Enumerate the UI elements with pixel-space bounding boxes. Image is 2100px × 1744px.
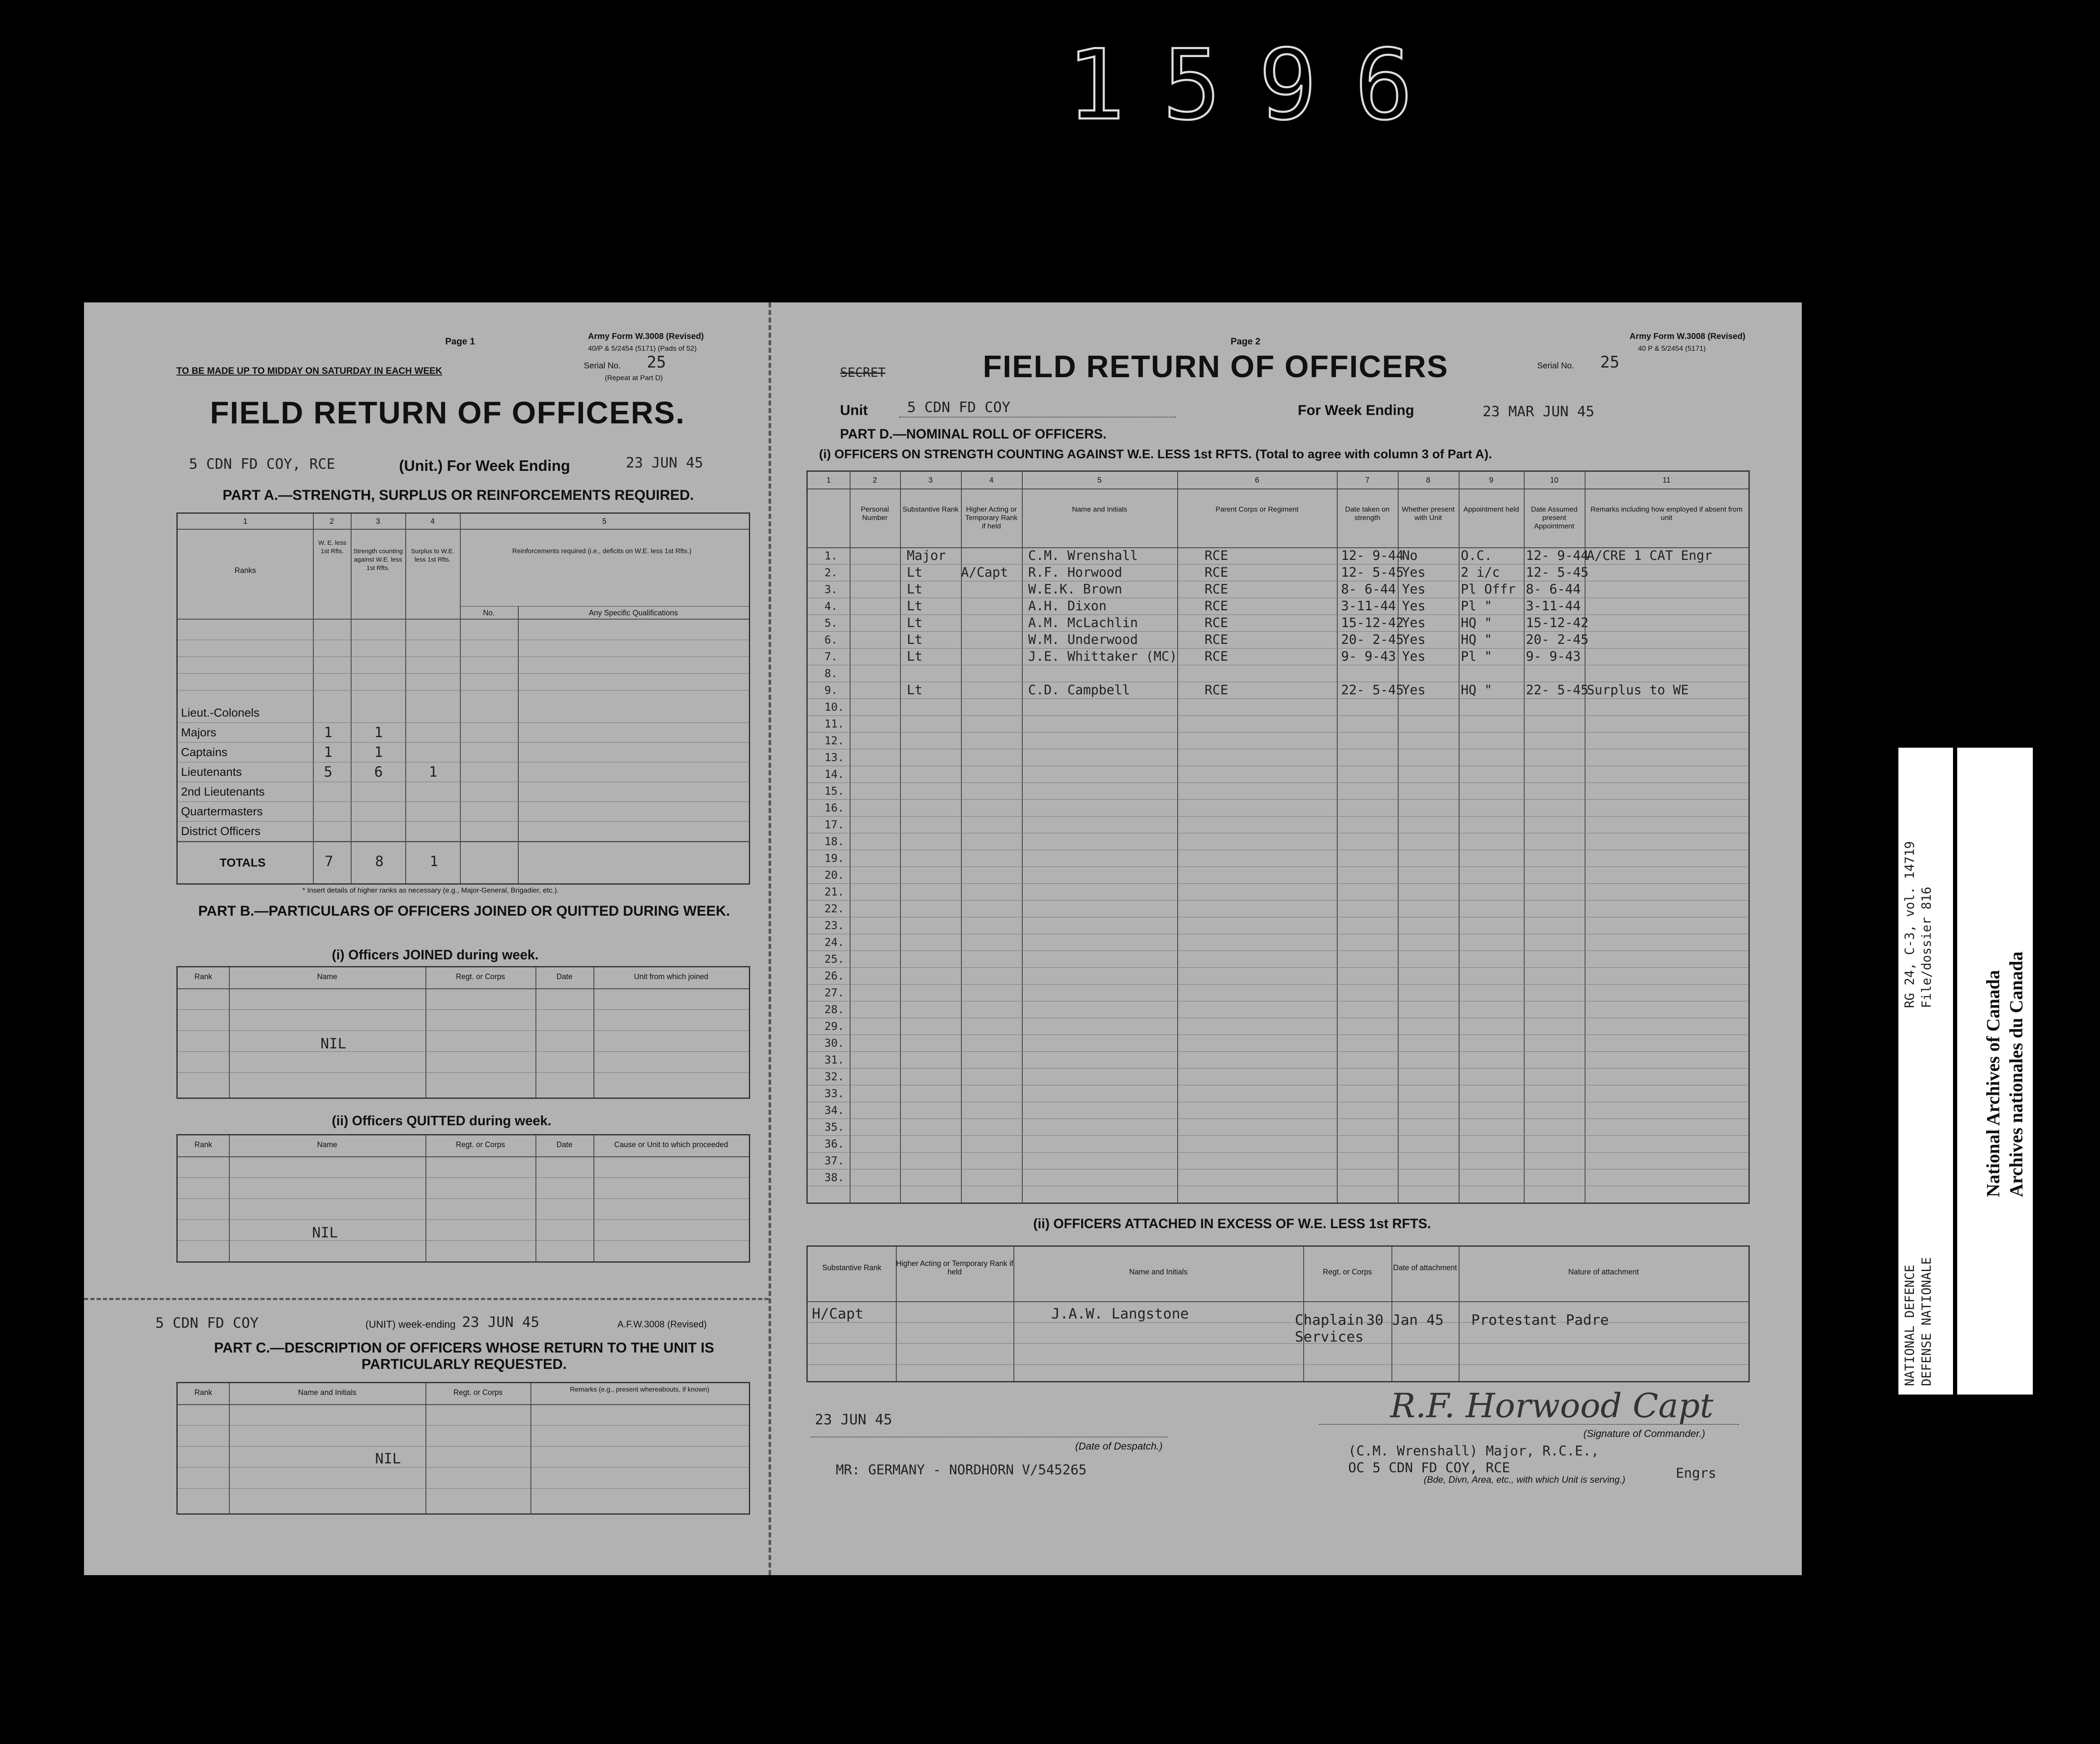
quitted-cause-header: Cause or Unit to which proceeded bbox=[614, 1140, 728, 1149]
roll-assumed: 20- 2-45 bbox=[1526, 632, 1589, 647]
roll-corps: RCE bbox=[1205, 599, 1228, 614]
part-c-rank-header: Rank bbox=[194, 1388, 213, 1397]
part-a-we-value: 1 bbox=[324, 744, 333, 761]
row-number: 18. bbox=[824, 835, 844, 848]
row-number: 19. bbox=[824, 852, 844, 865]
archive-dept-fr: DEFENSE NATIONALE bbox=[1919, 1257, 1934, 1386]
roll-corps: RCE bbox=[1205, 632, 1228, 647]
total-we: 7 bbox=[325, 853, 333, 870]
row-number: 6. bbox=[824, 634, 838, 646]
joined-name-header: Name bbox=[317, 972, 337, 981]
serial-value: 25 bbox=[647, 353, 666, 371]
roll-appt: Pl Offr bbox=[1461, 582, 1516, 597]
roll-present: Yes bbox=[1402, 599, 1425, 614]
part-d-title: PART D.—NOMINAL ROLL OF OFFICERS. bbox=[840, 426, 1107, 441]
archive-reference-strip bbox=[1898, 748, 1953, 1395]
week-value: 23 MAR JUN 45 bbox=[1483, 403, 1595, 420]
roll-rank: Lt bbox=[907, 632, 923, 647]
row-number: 4. bbox=[824, 600, 838, 613]
att-date: 30 Jan 45 bbox=[1366, 1312, 1444, 1329]
row-number: 11. bbox=[824, 718, 844, 730]
rank-label: District Officers bbox=[181, 825, 261, 838]
row-number: 10. bbox=[824, 701, 844, 714]
serial-note: (Repeat at Part D) bbox=[605, 374, 663, 382]
roll-corps: RCE bbox=[1205, 683, 1228, 698]
roll-appt: HQ " bbox=[1461, 615, 1492, 630]
roll-name: C.D. Campbell bbox=[1028, 683, 1130, 698]
quals-header: Any Specific Qualifications bbox=[588, 609, 678, 617]
row-number: 30. bbox=[824, 1037, 844, 1050]
roll-corps: RCE bbox=[1205, 649, 1228, 664]
col-header: Date Assumed present Appointment bbox=[1531, 505, 1578, 530]
tear-line bbox=[84, 1298, 769, 1300]
unit-value: 5 CDN FD COY bbox=[907, 399, 1011, 416]
att-rank-header: Substantive Rank bbox=[822, 1263, 882, 1272]
part-a-we-value: 1 bbox=[324, 724, 333, 741]
rank-label: Lieutenants bbox=[181, 765, 242, 778]
rank-label: Quartermasters bbox=[181, 805, 263, 818]
part-c-form: A.F.W.3008 (Revised) bbox=[617, 1319, 707, 1329]
page-label: Page 1 bbox=[445, 336, 475, 347]
roll-rank: Lt bbox=[907, 565, 923, 580]
nominal-roll-table bbox=[806, 470, 1750, 1204]
roll-assumed: 22- 5-45 bbox=[1526, 683, 1589, 698]
att-date-header: Date of attachment bbox=[1393, 1263, 1457, 1272]
roll-present: Yes bbox=[1402, 632, 1425, 647]
col-number: 1 bbox=[826, 476, 831, 484]
col-header: Substantive Rank bbox=[902, 505, 959, 513]
col-number: 10 bbox=[1550, 476, 1559, 484]
row-number: 28. bbox=[824, 1003, 844, 1016]
row-number: 17. bbox=[824, 819, 844, 831]
week-ending-value: 23 JUN 45 bbox=[626, 454, 704, 471]
total-strength: 8 bbox=[375, 853, 384, 870]
row-number: 23. bbox=[824, 919, 844, 932]
archive-ref-1: RG 24, C-3, vol. 14719 bbox=[1903, 841, 1917, 1008]
roll-name: J.E. Whittaker (MC) bbox=[1028, 649, 1177, 664]
col-number: 8 bbox=[1426, 476, 1431, 484]
row-number: 24. bbox=[824, 936, 844, 949]
quitted-corps-header: Regt. or Corps bbox=[456, 1140, 505, 1149]
roll-date: 15-12-42 bbox=[1341, 615, 1404, 630]
roll-present: Yes bbox=[1402, 649, 1425, 664]
col-header: Whether present with Unit bbox=[1402, 505, 1455, 522]
roll-acting: A/Capt bbox=[961, 565, 1008, 580]
roll-date: 20- 2-45 bbox=[1341, 632, 1404, 647]
att-name-header: Name and Initials bbox=[1129, 1268, 1188, 1276]
unit-label: (Unit.) For Week Ending bbox=[399, 457, 570, 474]
row-number: 29. bbox=[824, 1020, 844, 1033]
commander-name: (C.M. Wrenshall) Major, R.C.E., bbox=[1348, 1443, 1599, 1459]
roll-corps: RCE bbox=[1205, 615, 1228, 630]
part-c-week: 23 JUN 45 bbox=[462, 1314, 540, 1331]
col-number: 6 bbox=[1255, 476, 1259, 484]
roll-appt: 2 i/c bbox=[1461, 565, 1500, 580]
row-number: 8. bbox=[824, 667, 838, 680]
rank-label: Lieut.-Colonels bbox=[181, 706, 260, 719]
row-number: 38. bbox=[824, 1171, 844, 1184]
part-a-table: 1 2 3 4 5 Ranks W. E. less 1st Rfts. Strength counting against W.E. less 1st Rfts. Surplus to W.E. less 1st Rfts. Reinforcements required (i.e., deficits on W.E. less 1st Rfts.) No. Any Specific Qualifications Lieut.-Colonels Majors 1 1 Captains 1 1 Lieutenants 5 6 1 2nd Lieutenants Quartermasters District Officers TOTALS 7 8 1 bbox=[176, 512, 750, 885]
roll-name: W.M. Underwood bbox=[1028, 632, 1138, 647]
rank-label: Captains bbox=[181, 746, 228, 759]
roll-appt: Pl " bbox=[1461, 599, 1492, 614]
roll-date: 22- 5-45 bbox=[1341, 683, 1404, 698]
serial-label: Serial No. bbox=[1537, 361, 1574, 370]
col-number: 7 bbox=[1365, 476, 1370, 484]
row-number: 13. bbox=[824, 751, 844, 764]
roll-rank: Lt bbox=[907, 599, 923, 614]
joined-date-header: Date bbox=[556, 972, 573, 981]
unit-typed: 5 CDN FD COY, RCE bbox=[189, 456, 335, 473]
form-ref: 40 P & 5/2454 (5171) bbox=[1638, 344, 1706, 352]
roll-rank: Lt bbox=[907, 615, 923, 630]
page-2 bbox=[773, 302, 1802, 1575]
roll-present: Yes bbox=[1402, 582, 1425, 597]
row-number: 9. bbox=[824, 684, 838, 697]
roll-assumed: 12- 9-44 bbox=[1526, 548, 1589, 563]
instruction: TO BE MADE UP TO MIDDAY ON SATURDAY IN EACH WEEK bbox=[176, 365, 442, 376]
row-number: 1. bbox=[824, 550, 838, 562]
joined-table bbox=[176, 966, 750, 1099]
serial-label: Serial No. bbox=[584, 361, 621, 370]
total-surplus: 1 bbox=[430, 853, 438, 870]
week-label: For Week Ending bbox=[1298, 402, 1415, 418]
roll-name: W.E.K. Brown bbox=[1028, 582, 1122, 597]
page-1 bbox=[84, 302, 769, 1575]
row-number: 5. bbox=[824, 617, 838, 630]
part-a-sur-value: 1 bbox=[429, 764, 438, 780]
archive-name-en: National Archives of Canada bbox=[1983, 970, 2003, 1197]
page-title: FIELD RETURN OF OFFICERS bbox=[983, 349, 1449, 384]
col-number: 2 bbox=[872, 476, 877, 484]
quitted-table bbox=[176, 1134, 750, 1263]
att-corps-header: Regt. or Corps bbox=[1323, 1268, 1372, 1276]
roll-present: Yes bbox=[1402, 683, 1425, 698]
row-number: 21. bbox=[824, 886, 844, 898]
col-header: Name and Initials bbox=[1072, 505, 1127, 513]
roll-rank: Major bbox=[907, 548, 946, 563]
page-title: FIELD RETURN OF OFFICERS. bbox=[210, 395, 685, 430]
commander-unit: OC 5 CDN FD COY, RCE bbox=[1348, 1460, 1510, 1476]
row-number: 7. bbox=[824, 651, 838, 663]
col-number: 9 bbox=[1489, 476, 1494, 484]
roll-corps: RCE bbox=[1205, 565, 1228, 580]
joined-unit-header: Unit from which joined bbox=[634, 972, 709, 981]
att-acting-header: Higher Acting or Temporary Rank if held bbox=[896, 1259, 1013, 1276]
roll-assumed: 3-11-44 bbox=[1526, 599, 1581, 614]
part-a-str-value: 1 bbox=[374, 724, 383, 741]
we-header: W. E. less 1st Rfts. bbox=[318, 539, 346, 555]
joined-nil: NIL bbox=[320, 1035, 346, 1052]
row-number: 31. bbox=[824, 1054, 844, 1066]
roll-name: R.F. Horwood bbox=[1028, 565, 1122, 580]
col-number: 5 bbox=[1097, 476, 1102, 484]
quitted-name-header: Name bbox=[317, 1140, 337, 1149]
col-header: Appointment held bbox=[1463, 505, 1519, 513]
part-c-title: PART C.—DESCRIPTION OF OFFICERS WHOSE RETURN TO THE UNIT IS PARTICULARLY REQUESTED. bbox=[214, 1340, 714, 1372]
commander-unit-extra: Engrs bbox=[1676, 1465, 1717, 1481]
att-nature-header: Nature of attachment bbox=[1568, 1268, 1639, 1276]
row-number: 14. bbox=[824, 768, 844, 781]
quitted-nil: NIL bbox=[312, 1224, 338, 1241]
secret-stamp: SECRET bbox=[840, 365, 886, 380]
roll-date: 3-11-44 bbox=[1341, 599, 1396, 614]
roll-date: 8- 6-44 bbox=[1341, 582, 1396, 597]
rank-label: 2nd Lieutenants bbox=[181, 785, 265, 798]
roll-appt: O.C. bbox=[1461, 548, 1492, 563]
roll-name: A.H. Dixon bbox=[1028, 599, 1107, 614]
att-nature: Protestant Padre bbox=[1471, 1312, 1609, 1329]
no-header: No. bbox=[483, 609, 495, 617]
roll-rank: Lt bbox=[907, 683, 923, 698]
roll-remarks: A/CRE 1 CAT Engr bbox=[1587, 548, 1712, 563]
bde-label: (Bde, Divn, Area, etc., with which Unit is serving.) bbox=[1424, 1474, 1625, 1485]
part-a-str-value: 6 bbox=[374, 764, 383, 780]
part-c-name-header: Name and Initials bbox=[298, 1388, 357, 1397]
unit-label: Unit bbox=[840, 402, 868, 418]
roll-appt: HQ " bbox=[1461, 683, 1492, 698]
attached-title: (ii) OFFICERS ATTACHED IN EXCESS OF W.E. LESS 1st RFTS. bbox=[1033, 1216, 1431, 1231]
roll-appt: Pl " bbox=[1461, 649, 1492, 664]
roll-present: Yes bbox=[1402, 615, 1425, 630]
despatch-label: (Date of Despatch.) bbox=[1075, 1441, 1163, 1452]
part-c-corps-header: Regt. or Corps bbox=[453, 1388, 503, 1397]
row-number: 26. bbox=[824, 970, 844, 982]
roll-assumed: 8- 6-44 bbox=[1526, 582, 1581, 597]
archive-name-strip bbox=[1957, 748, 2033, 1395]
strength-header: Strength counting against W.E. less 1st Rfts. bbox=[353, 548, 403, 572]
roll-remarks: Surplus to WE bbox=[1587, 683, 1689, 698]
roll-appt: HQ " bbox=[1461, 632, 1492, 647]
quitted-rank-header: Rank bbox=[194, 1140, 213, 1149]
col-header: Parent Corps or Regiment bbox=[1215, 505, 1299, 513]
part-c-nil: NIL bbox=[375, 1450, 401, 1467]
totals-label: TOTALS bbox=[220, 856, 266, 869]
despatch-date: 23 JUN 45 bbox=[815, 1411, 892, 1428]
att-corps-2: Services bbox=[1295, 1329, 1364, 1345]
row-number: 12. bbox=[824, 735, 844, 747]
part-a-title: PART A.—STRENGTH, SURPLUS OR REINFORCEMENTS REQUIRED. bbox=[223, 487, 694, 503]
roll-corps: RCE bbox=[1205, 548, 1228, 563]
part-a-str-value: 1 bbox=[374, 744, 383, 761]
quitted-title: (ii) Officers QUITTED during week. bbox=[332, 1113, 551, 1128]
roll-name: C.M. Wrenshall bbox=[1028, 548, 1138, 563]
frame-number: 1596 bbox=[1067, 29, 1451, 142]
row-number: 35. bbox=[824, 1121, 844, 1134]
reinf-header: Reinforcements required (i.e., deficits on W.E. less 1st Rfts.) bbox=[512, 548, 692, 555]
serial-value: 25 bbox=[1600, 353, 1620, 371]
row-number: 16. bbox=[824, 802, 844, 814]
roll-corps: RCE bbox=[1205, 582, 1228, 597]
col-number: 3 bbox=[928, 476, 933, 484]
army-form-label: Army Form W.3008 (Revised) bbox=[1630, 332, 1746, 341]
roll-rank: Lt bbox=[907, 582, 923, 597]
document-sheet bbox=[84, 302, 1802, 1575]
part-c-unit-label: (UNIT) week-ending bbox=[365, 1319, 456, 1330]
surplus-header: Surplus to W.E. less 1st Rfts. bbox=[411, 548, 454, 563]
att-corps-1: Chaplain bbox=[1295, 1312, 1364, 1329]
col-header: Remarks including how employed if absent from unit bbox=[1591, 505, 1743, 522]
row-number: 3. bbox=[824, 583, 838, 596]
roll-assumed: 9- 9-43 bbox=[1526, 649, 1581, 664]
army-form-label: Army Form W.3008 (Revised) bbox=[588, 332, 704, 341]
part-a-note: * Insert details of higher ranks as necessary (e.g., Major-General, Brigadier, etc.). bbox=[302, 886, 559, 894]
roll-name: A.M. McLachlin bbox=[1028, 615, 1138, 630]
att-name: J.A.W. Langstone bbox=[1051, 1305, 1189, 1322]
quitted-date-header: Date bbox=[556, 1140, 573, 1149]
roll-present: No bbox=[1402, 548, 1418, 563]
col-header: Personal Number bbox=[861, 505, 889, 522]
col-number: 11 bbox=[1662, 476, 1671, 484]
roll-date: 9- 9-43 bbox=[1341, 649, 1396, 664]
sig-label: (Signature of Commander.) bbox=[1583, 1428, 1705, 1439]
commander-signature: R.F. Horwood Capt bbox=[1390, 1386, 1714, 1425]
rank-label: Majors bbox=[181, 726, 217, 739]
part-b-title: PART B.—PARTICULARS OF OFFICERS JOINED OR QUITTED DURING WEEK. bbox=[198, 903, 730, 919]
attached-table bbox=[806, 1245, 1750, 1382]
joined-rank-header: Rank bbox=[194, 972, 213, 981]
row-number: 37. bbox=[824, 1155, 844, 1167]
row-number: 34. bbox=[824, 1104, 844, 1117]
row-number: 27. bbox=[824, 987, 844, 999]
part-a-we-value: 5 bbox=[324, 764, 333, 780]
roll-date: 12- 9-44 bbox=[1341, 548, 1404, 563]
row-number: 33. bbox=[824, 1087, 844, 1100]
col-header: Higher Acting or Temporary Rank if held bbox=[965, 505, 1018, 530]
row-number: 15. bbox=[824, 785, 844, 798]
roll-assumed: 12- 5-45 bbox=[1526, 565, 1589, 580]
roll-date: 12- 5-45 bbox=[1341, 565, 1404, 580]
col-header: Date taken on strength bbox=[1345, 505, 1390, 522]
att-rank: H/Capt bbox=[812, 1305, 864, 1322]
col-number: 4 bbox=[989, 476, 994, 484]
row-number: 32. bbox=[824, 1071, 844, 1083]
ranks-header: Ranks bbox=[234, 566, 256, 575]
row-number: 22. bbox=[824, 903, 844, 915]
form-ref: 40/P & 5/2454 (5171) (Pads of 52) bbox=[588, 344, 697, 352]
archive-dept-en: NATIONAL DEFENCE bbox=[1903, 1265, 1917, 1386]
part-d-subtitle: (i) OFFICERS ON STRENGTH COUNTING AGAINST W.E. LESS 1st RFTS. (Total to agree with column 3 of Part A). bbox=[819, 447, 1492, 461]
roll-assumed: 15-12-42 bbox=[1526, 615, 1589, 630]
row-number: 25. bbox=[824, 953, 844, 966]
row-number: 2. bbox=[824, 567, 838, 579]
page-label: Page 2 bbox=[1231, 336, 1260, 347]
part-c-remarks-header: Remarks (e.g., present whereabouts, if known) bbox=[570, 1386, 709, 1393]
roll-present: Yes bbox=[1402, 565, 1425, 580]
row-number: 20. bbox=[824, 869, 844, 882]
part-c-unit: 5 CDN FD COY bbox=[155, 1315, 259, 1332]
row-number: 36. bbox=[824, 1138, 844, 1150]
joined-title: (i) Officers JOINED during week. bbox=[332, 947, 539, 962]
joined-corps-header: Regt. or Corps bbox=[456, 972, 505, 981]
archive-ref-2: File/dossier 816 bbox=[1919, 887, 1934, 1008]
part-c-table bbox=[176, 1382, 750, 1515]
archive-name-fr: Archives nationales du Canada bbox=[2006, 951, 2026, 1197]
roll-rank: Lt bbox=[907, 649, 923, 664]
location: MR: GERMANY - NORDHORN V/545265 bbox=[836, 1462, 1087, 1478]
